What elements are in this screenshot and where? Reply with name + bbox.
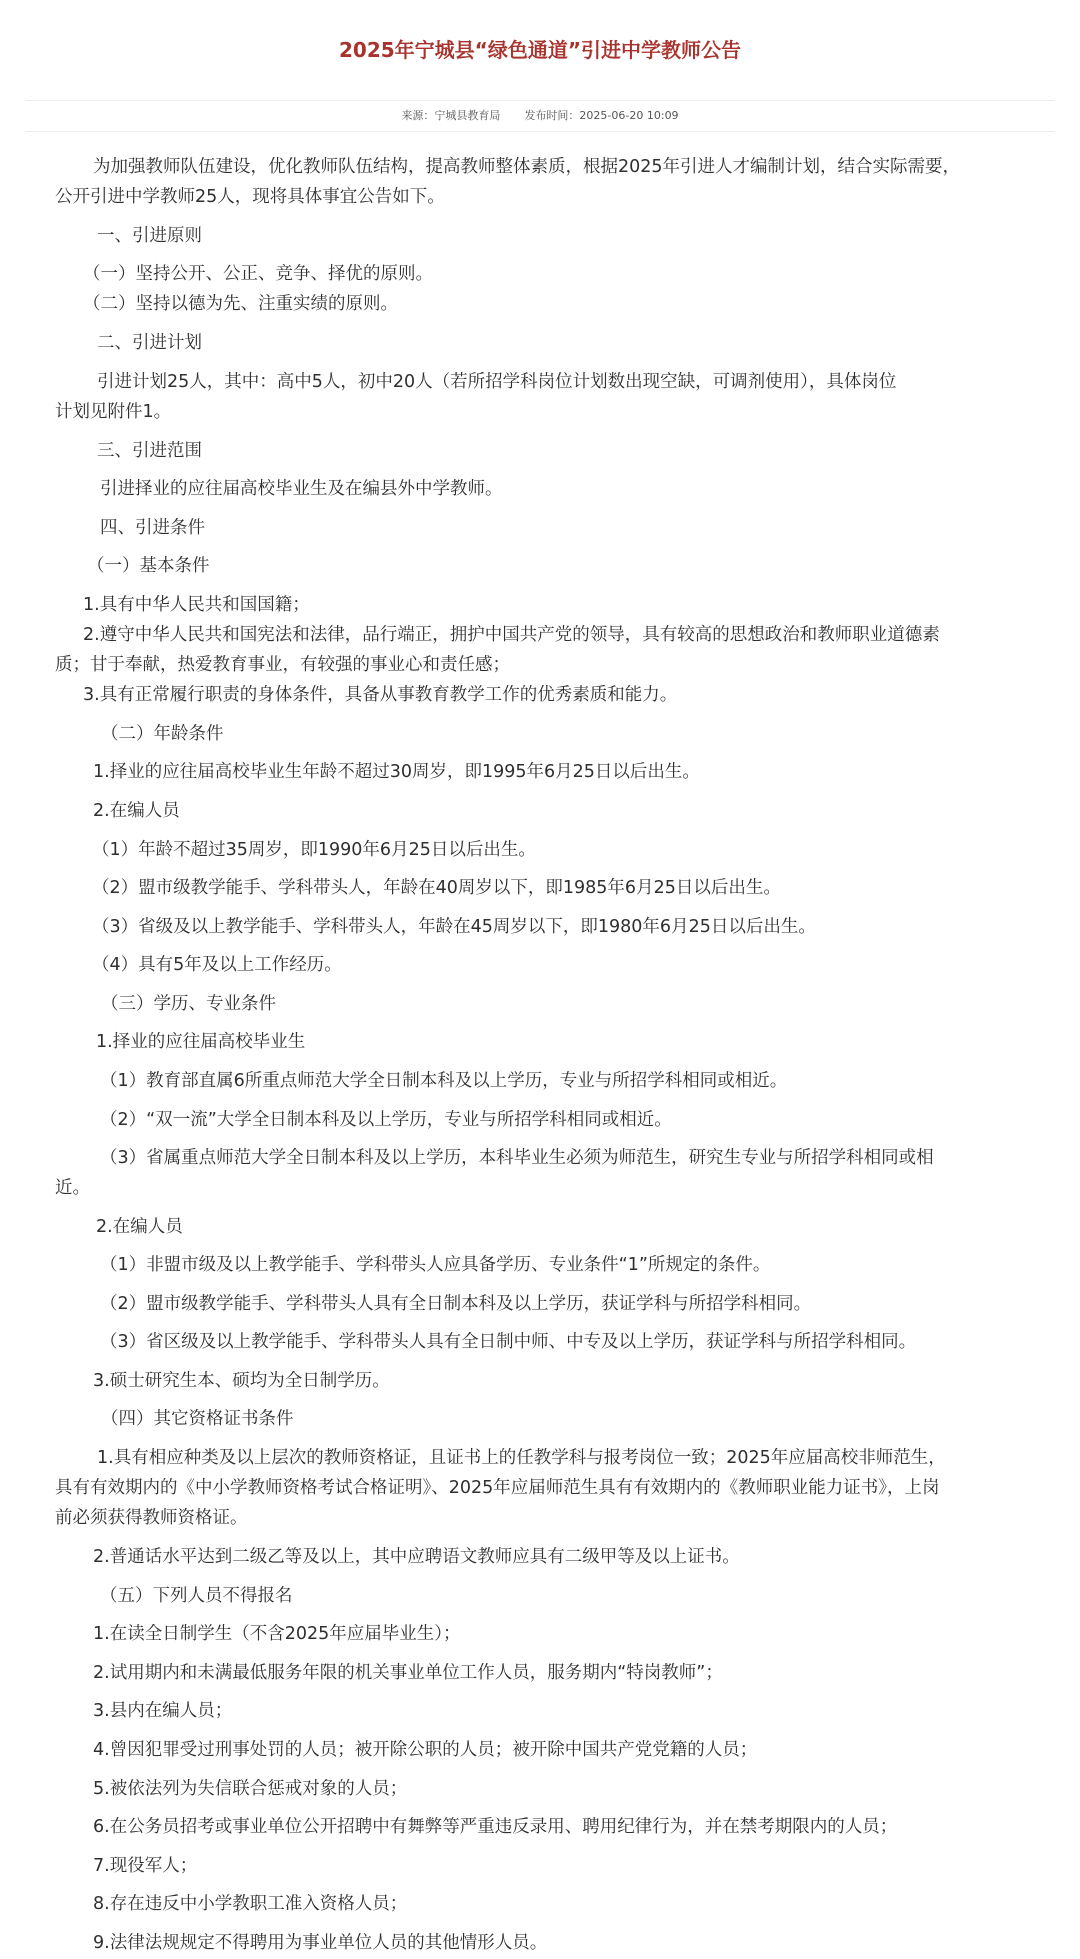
paragraph-line: 3.硕士研究生本、硕均为全日制学历。 xyxy=(93,1371,390,1391)
paragraph-line: （1）教育部直属6所重点师范大学全日制本科及以上学历，专业与所招学科相同或相近。 xyxy=(100,1071,788,1091)
paragraph-line: 2.在编人员 xyxy=(96,1217,183,1237)
paragraph-line: （二）坚持以德为先、注重实绩的原则。 xyxy=(83,294,398,314)
paragraph-line: （1）非盟市级及以上教学能手、学科带头人应具备学历、专业条件“1”所规定的条件。 xyxy=(100,1255,771,1275)
section-heading: 二、引进计划 xyxy=(97,333,202,353)
meta-source: 来源：宁城县教育局 xyxy=(401,109,501,122)
subsection-heading: （五）下列人员不得报名 xyxy=(100,1586,293,1606)
section-heading: 一、引进原则 xyxy=(97,226,202,246)
paragraph-line: 公开引进中学教师25人，现将具体事宜公告如下。 xyxy=(55,187,445,207)
paragraph-line: 1.具有相应种类及以上层次的教师资格证，且证书上的任教学科与报考岗位一致；2025年应届高校非师范生， xyxy=(97,1448,946,1468)
paragraph-line: 1.择业的应往届高校毕业生年龄不超过30周岁，即1995年6月25日以后出生。 xyxy=(93,762,700,782)
paragraph-line: 具有有效期内的《中小学教师资格考试合格证明》、2025年应届师范生具有有效期内的《教师职业能力证书》，上岗 xyxy=(55,1478,940,1498)
page-title: 2025年宁城县“绿色通道”引进中学教师公告 xyxy=(339,38,741,62)
paragraph-line: （1）年龄不超过35周岁，即1990年6月25日以后出生。 xyxy=(92,840,536,860)
paragraph-line: （2）盟市级教学能手、学科带头人，年龄在40周岁以下，即1985年6月25日以后出生。 xyxy=(92,878,781,898)
paragraph-line: 2.遵守中华人民共和国宪法和法律，品行端正，拥护中国共产党的领导，具有较高的思想政治和教师职业道德素 xyxy=(83,625,940,645)
paragraph-line: 3.县内在编人员； xyxy=(93,1701,233,1721)
paragraph-line: 8.存在违反中小学教职工准入资格人员； xyxy=(93,1894,408,1914)
paragraph-line: （3）省区级及以上教学能手、学科带头人具有全日制中师、中专及以上学历，获证学科与所招学科相同。 xyxy=(100,1332,917,1352)
paragraph-line: 1.在读全日制学生（不含2025年应届毕业生）； xyxy=(93,1624,461,1644)
paragraph-line: 前必须获得教师资格证。 xyxy=(55,1508,248,1528)
subsection-heading: （三）学历、专业条件 xyxy=(101,994,276,1014)
paragraph-line: 6.在公务员招考或事业单位公开招聘中有舞弊等严重违反录用、聘用纪律行为，并在禁考期限内的人员； xyxy=(93,1817,898,1837)
paragraph-line: （3）省级及以上教学能手、学科带头人，年龄在45周岁以下，即1980年6月25日以后出生。 xyxy=(92,917,816,937)
paragraph-line: 引进计划25人，其中：高中5人，初中20人（若所招学科岗位计划数出现空缺，可调剂使用），具体岗位 xyxy=(97,372,897,392)
paragraph-line: 为加强教师队伍建设，优化教师队伍结构，提高教师整体素质，根据2025年引进人才编制计划，结合实际需要， xyxy=(93,157,961,177)
paragraph-line: （2）“双一流”大学全日制本科及以上学历，专业与所招学科相同或相近。 xyxy=(100,1110,672,1130)
paragraph-line: 计划见附件1。 xyxy=(55,402,172,422)
paragraph-line: （一）坚持公开、公正、竞争、择优的原则。 xyxy=(83,264,433,284)
paragraph-line: （4）具有5年及以上工作经历。 xyxy=(92,955,342,975)
section-heading: 三、引进范围 xyxy=(97,441,202,461)
subsection-heading: （二）年龄条件 xyxy=(101,724,224,744)
subsection-heading: （一）基本条件 xyxy=(87,556,210,576)
paragraph-line: 2.在编人员 xyxy=(93,801,180,821)
paragraph-line: （2）盟市级教学能手、学科带头人具有全日制本科及以上学历，获证学科与所招学科相同。 xyxy=(100,1294,812,1314)
paragraph-line: 引进择业的应往届高校毕业生及在编县外中学教师。 xyxy=(100,479,503,499)
subsection-heading: （四）其它资格证书条件 xyxy=(101,1409,294,1429)
paragraph-line: 7.现役军人； xyxy=(93,1856,198,1876)
paragraph-line: 2.试用期内和未满最低服务年限的机关事业单位工作人员，服务期内“特岗教师”； xyxy=(93,1663,723,1683)
paragraph-line: 4.曾因犯罪受过刑事处罚的人员；被开除公职的人员；被开除中国共产党党籍的人员； xyxy=(93,1740,758,1760)
paragraph-line: 9.法律法规规定不得聘用为事业单位人员的其他情形人员。 xyxy=(93,1933,548,1953)
paragraph-line: 1.择业的应往届高校毕业生 xyxy=(96,1032,306,1052)
paragraph-line: （3）省属重点师范大学全日制本科及以上学历，本科毕业生必须为师范生，研究生专业与所招学科相同或相 xyxy=(100,1148,934,1168)
paragraph-line: 5.被依法列为失信联合惩戒对象的人员； xyxy=(93,1779,408,1799)
paragraph-line: 2.普通话水平达到二级乙等及以上，其中应聘语文教师应具有二级甲等及以上证书。 xyxy=(93,1547,740,1567)
paragraph-line: 质；甘于奉献，热爱教育事业，有较强的事业心和责任感； xyxy=(55,655,510,675)
paragraph-line: 3.具有正常履行职责的身体条件，具备从事教育教学工作的优秀素质和能力。 xyxy=(83,685,678,705)
meta-publish-time: 发布时间：2025-06-20 10:09 xyxy=(524,109,679,122)
paragraph-line: 近。 xyxy=(55,1178,90,1198)
article-meta xyxy=(26,100,1054,132)
section-heading: 四、引进条件 xyxy=(100,518,205,538)
paragraph-line: 1.具有中华人民共和国国籍； xyxy=(83,595,310,615)
